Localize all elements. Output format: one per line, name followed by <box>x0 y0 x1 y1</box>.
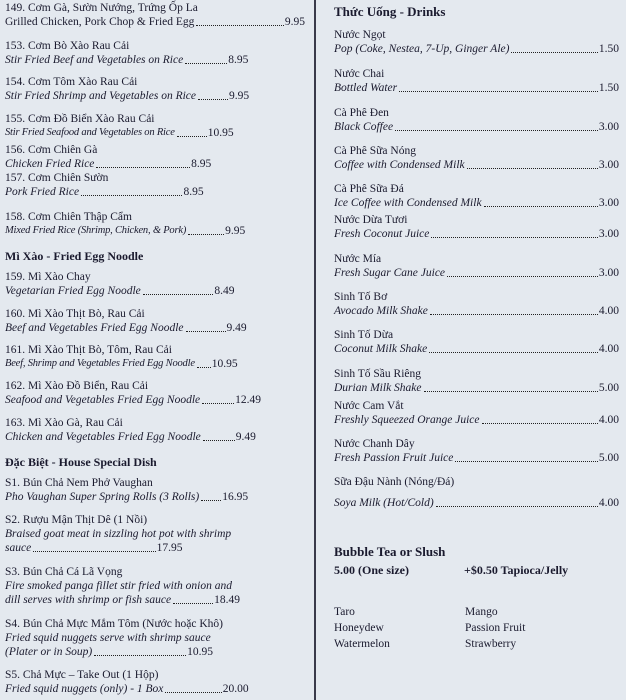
item-en: Pho Vaughan Super Spring Rolls (3 Rolls) <box>5 491 200 503</box>
drink-en: Soya Milk (Hot/Cold) <box>334 497 434 509</box>
item-vn: 158. Cơm Chiên Thập Cẩm <box>5 211 132 223</box>
item-en-cont: dill serves with shrimp or fish sauce <box>5 594 172 606</box>
drink-vn: Cà Phê Sữa Đá <box>334 183 404 195</box>
item-en: Stir Fried Seafood and Vegetables on Rice <box>5 127 175 138</box>
flavor-item: Watermelon <box>334 638 390 650</box>
drink-vn: Cà Phê Đen <box>334 107 389 119</box>
drink-en: Bottled Water <box>334 82 398 94</box>
drink-price: 4.00 <box>598 343 619 355</box>
item-price: 9.49 <box>226 322 247 334</box>
drink-item <box>334 367 619 395</box>
item-en: Stir Fried Beef and Vegetables on Rice <box>5 54 184 66</box>
menu-item <box>5 476 305 504</box>
flavor-item: Strawberry <box>465 638 517 650</box>
drink-vn: Nước Mía <box>334 253 382 265</box>
drink-item <box>334 437 619 465</box>
drink-item <box>334 67 619 95</box>
item-price: 10.95 <box>207 127 234 139</box>
menu-item <box>5 75 305 103</box>
drink-price: 4.00 <box>598 497 619 509</box>
item-vn: 161. Mì Xào Thịt Bò, Tôm, Rau Cải <box>5 344 172 356</box>
item-vn: 149. Cơm Gà, Sườn Nướng, Trứng Ốp La <box>5 2 198 14</box>
menu-item <box>5 668 305 696</box>
item-price: 8.95 <box>228 54 249 66</box>
drink-en: Ice Coffee with Condensed Milk <box>334 197 482 209</box>
item-vn: 154. Cơm Tôm Xào Rau Cải <box>5 76 138 88</box>
flavor-list-left <box>334 604 390 652</box>
menu-item <box>5 617 305 659</box>
flavor-item: Passion Fruit <box>465 622 526 634</box>
item-en: Vegetarian Fried Egg Noodle <box>5 285 141 297</box>
drink-vn: Nước Cam Vắt <box>334 400 404 412</box>
item-en-cont: sauce <box>5 542 32 554</box>
item-price: 16.95 <box>222 491 249 503</box>
item-vn: S4. Bún Chả Mực Mắm Tôm (Nước hoặc Khô) <box>5 618 223 630</box>
item-en: Fried squid nuggets (only) - 1 Box <box>5 683 164 695</box>
item-price: 8.95 <box>191 158 212 170</box>
item-vn: 162. Mì Xào Đồ Biển, Rau Cải <box>5 380 149 392</box>
item-en: Chicken Fried Rice <box>5 158 95 170</box>
item-en-cont: (Plater or in Soup) <box>5 646 93 658</box>
drink-price: 3.00 <box>598 267 619 279</box>
drink-en: Avocado Milk Shake <box>334 305 428 317</box>
item-price: 12.49 <box>235 394 262 406</box>
item-en: Chicken and Vegetables Fried Egg Noodle <box>5 431 201 443</box>
flavor-item: Taro <box>334 606 355 618</box>
drink-en: Black Coffee <box>334 121 394 133</box>
menu-item <box>5 210 305 238</box>
drink-item <box>334 399 619 427</box>
drink-vn: Sữa Đậu Nành (Nóng/Đá) <box>334 476 455 488</box>
item-en: Beef and Vegetables Fried Egg Noodle <box>5 322 184 334</box>
section-bubble-tea: Bubble Tea or Slush <box>334 544 446 559</box>
menu-item <box>5 379 305 407</box>
drink-en: Pop (Coke, Nestea, 7-Up, Ginger Ale) <box>334 43 510 55</box>
section-noodle: Mì Xào - Fried Egg Noodle <box>5 249 144 263</box>
drink-vn: Nước Chanh Dây <box>334 438 415 450</box>
item-vn: 155. Cơm Đồ Biển Xào Rau Cải <box>5 113 155 125</box>
column-divider <box>314 0 316 700</box>
drink-price: 5.00 <box>598 452 619 464</box>
menu-item <box>5 307 305 335</box>
menu-item <box>5 416 305 444</box>
drink-en: Coffee with Condensed Milk <box>334 159 465 171</box>
item-price: 18.49 <box>214 594 240 606</box>
drink-vn: Nước Chai <box>334 68 385 80</box>
drink-price: 3.00 <box>598 228 619 240</box>
drink-vn: Nước Dừa Tươi <box>334 214 408 226</box>
item-vn: S5. Chả Mực – Take Out (1 Hộp) <box>5 669 159 681</box>
item-price: 9.95 <box>225 225 246 237</box>
item-vn: S3. Bún Chả Cá Lã Vọng <box>5 566 123 578</box>
drink-item <box>334 475 619 510</box>
drink-price: 3.00 <box>598 121 619 133</box>
drink-price: 1.50 <box>598 82 619 94</box>
flavor-list-right <box>465 604 525 652</box>
item-price: 17.95 <box>156 542 183 554</box>
menu-item <box>5 39 305 67</box>
drink-en: Durian Milk Shake <box>334 382 422 394</box>
menu-item <box>5 270 305 298</box>
item-vn: 163. Mì Xào Gà, Rau Cải <box>5 417 123 429</box>
item-vn: 160. Mì Xào Thịt Bò, Rau Cải <box>5 308 145 320</box>
drink-vn: Nước Ngọt <box>334 29 386 41</box>
drink-item <box>334 213 619 241</box>
item-en: Fried squid nuggets serve with shrimp sauce <box>5 632 211 644</box>
drink-price: 4.00 <box>598 305 619 317</box>
flavor-item: Honeydew <box>334 622 384 634</box>
drink-en: Fresh Sugar Cane Juice <box>334 267 446 279</box>
section-drinks: Thức Uống - Drinks <box>334 4 446 19</box>
item-en: Seafood and Vegetables Fried Egg Noodle <box>5 394 201 406</box>
drink-item <box>334 182 619 210</box>
item-price: 9.95 <box>284 16 305 28</box>
item-price: 10.95 <box>211 358 238 370</box>
menu-item <box>5 112 305 140</box>
flavor-item: Mango <box>465 606 498 618</box>
drink-item <box>334 252 619 280</box>
menu-item <box>5 343 305 371</box>
item-price: 8.49 <box>214 285 235 297</box>
drink-en: Fresh Passion Fruit Juice <box>334 452 454 464</box>
item-en: Pork Fried Rice <box>5 186 80 198</box>
drink-en: Freshly Squeezed Orange Juice <box>334 414 480 426</box>
drink-item <box>334 328 619 356</box>
drink-item <box>334 290 619 318</box>
item-vn: 156. Cơm Chiên Gà <box>5 144 98 156</box>
item-vn: S1. Bún Chả Nem Phở Vaughan <box>5 477 153 489</box>
item-en: Braised goat meat in sizzling hot pot with shrimp <box>5 528 232 540</box>
item-vn: S2. Rượu Mận Thịt Dê (1 Nồi) <box>5 514 148 526</box>
drink-vn: Sinh Tố Bơ <box>334 291 388 303</box>
item-en: Grilled Chicken, Pork Chop & Fried Egg <box>5 16 195 28</box>
item-en: Stir Fried Shrimp and Vegetables on Rice <box>5 90 196 102</box>
drink-price: 5.00 <box>598 382 619 394</box>
bubble-extra: +$0.50 Tapioca/Jelly <box>464 563 569 577</box>
item-price: 9.95 <box>229 90 250 102</box>
menu-item <box>5 565 305 607</box>
item-vn: 157. Cơm Chiên Sườn <box>5 172 109 184</box>
item-price: 9.49 <box>235 431 256 443</box>
item-price: 20.00 <box>222 683 249 695</box>
drink-item <box>334 106 619 134</box>
drink-en: Fresh Coconut Juice <box>334 228 430 240</box>
drink-price: 1.50 <box>598 43 619 55</box>
item-vn: 153. Cơm Bò Xào Rau Cải <box>5 40 130 52</box>
drink-vn: Cà Phê Sữa Nóng <box>334 145 416 157</box>
drink-item <box>334 28 619 56</box>
item-price: 10.95 <box>187 646 214 658</box>
drink-price: 3.00 <box>598 159 619 171</box>
menu-item <box>5 171 305 199</box>
drink-en: Coconut Milk Shake <box>334 343 428 355</box>
menu-item <box>5 143 305 171</box>
section-special: Đặc Biệt - House Special Dish <box>5 455 157 469</box>
item-vn: 159. Mì Xào Chay <box>5 271 91 283</box>
menu-item <box>5 513 305 555</box>
item-en: Fire smoked panga fillet stir fried with onion and <box>5 580 233 592</box>
drink-price: 4.00 <box>598 414 619 426</box>
drink-vn: Sinh Tố Dừa <box>334 329 394 341</box>
drink-item <box>334 144 619 172</box>
item-price: 8.95 <box>183 186 204 198</box>
item-en: Beef, Shrimp and Vegetables Fried Egg Noodle <box>5 358 195 369</box>
drink-vn: Sinh Tố Sầu Riêng <box>334 368 422 380</box>
bubble-size: 5.00 (One size) <box>334 563 409 577</box>
item-en: Mixed Fried Rice (Shrimp, Chicken, & Pork) <box>5 225 187 236</box>
menu-item <box>5 1 305 29</box>
drink-price: 3.00 <box>598 197 619 209</box>
